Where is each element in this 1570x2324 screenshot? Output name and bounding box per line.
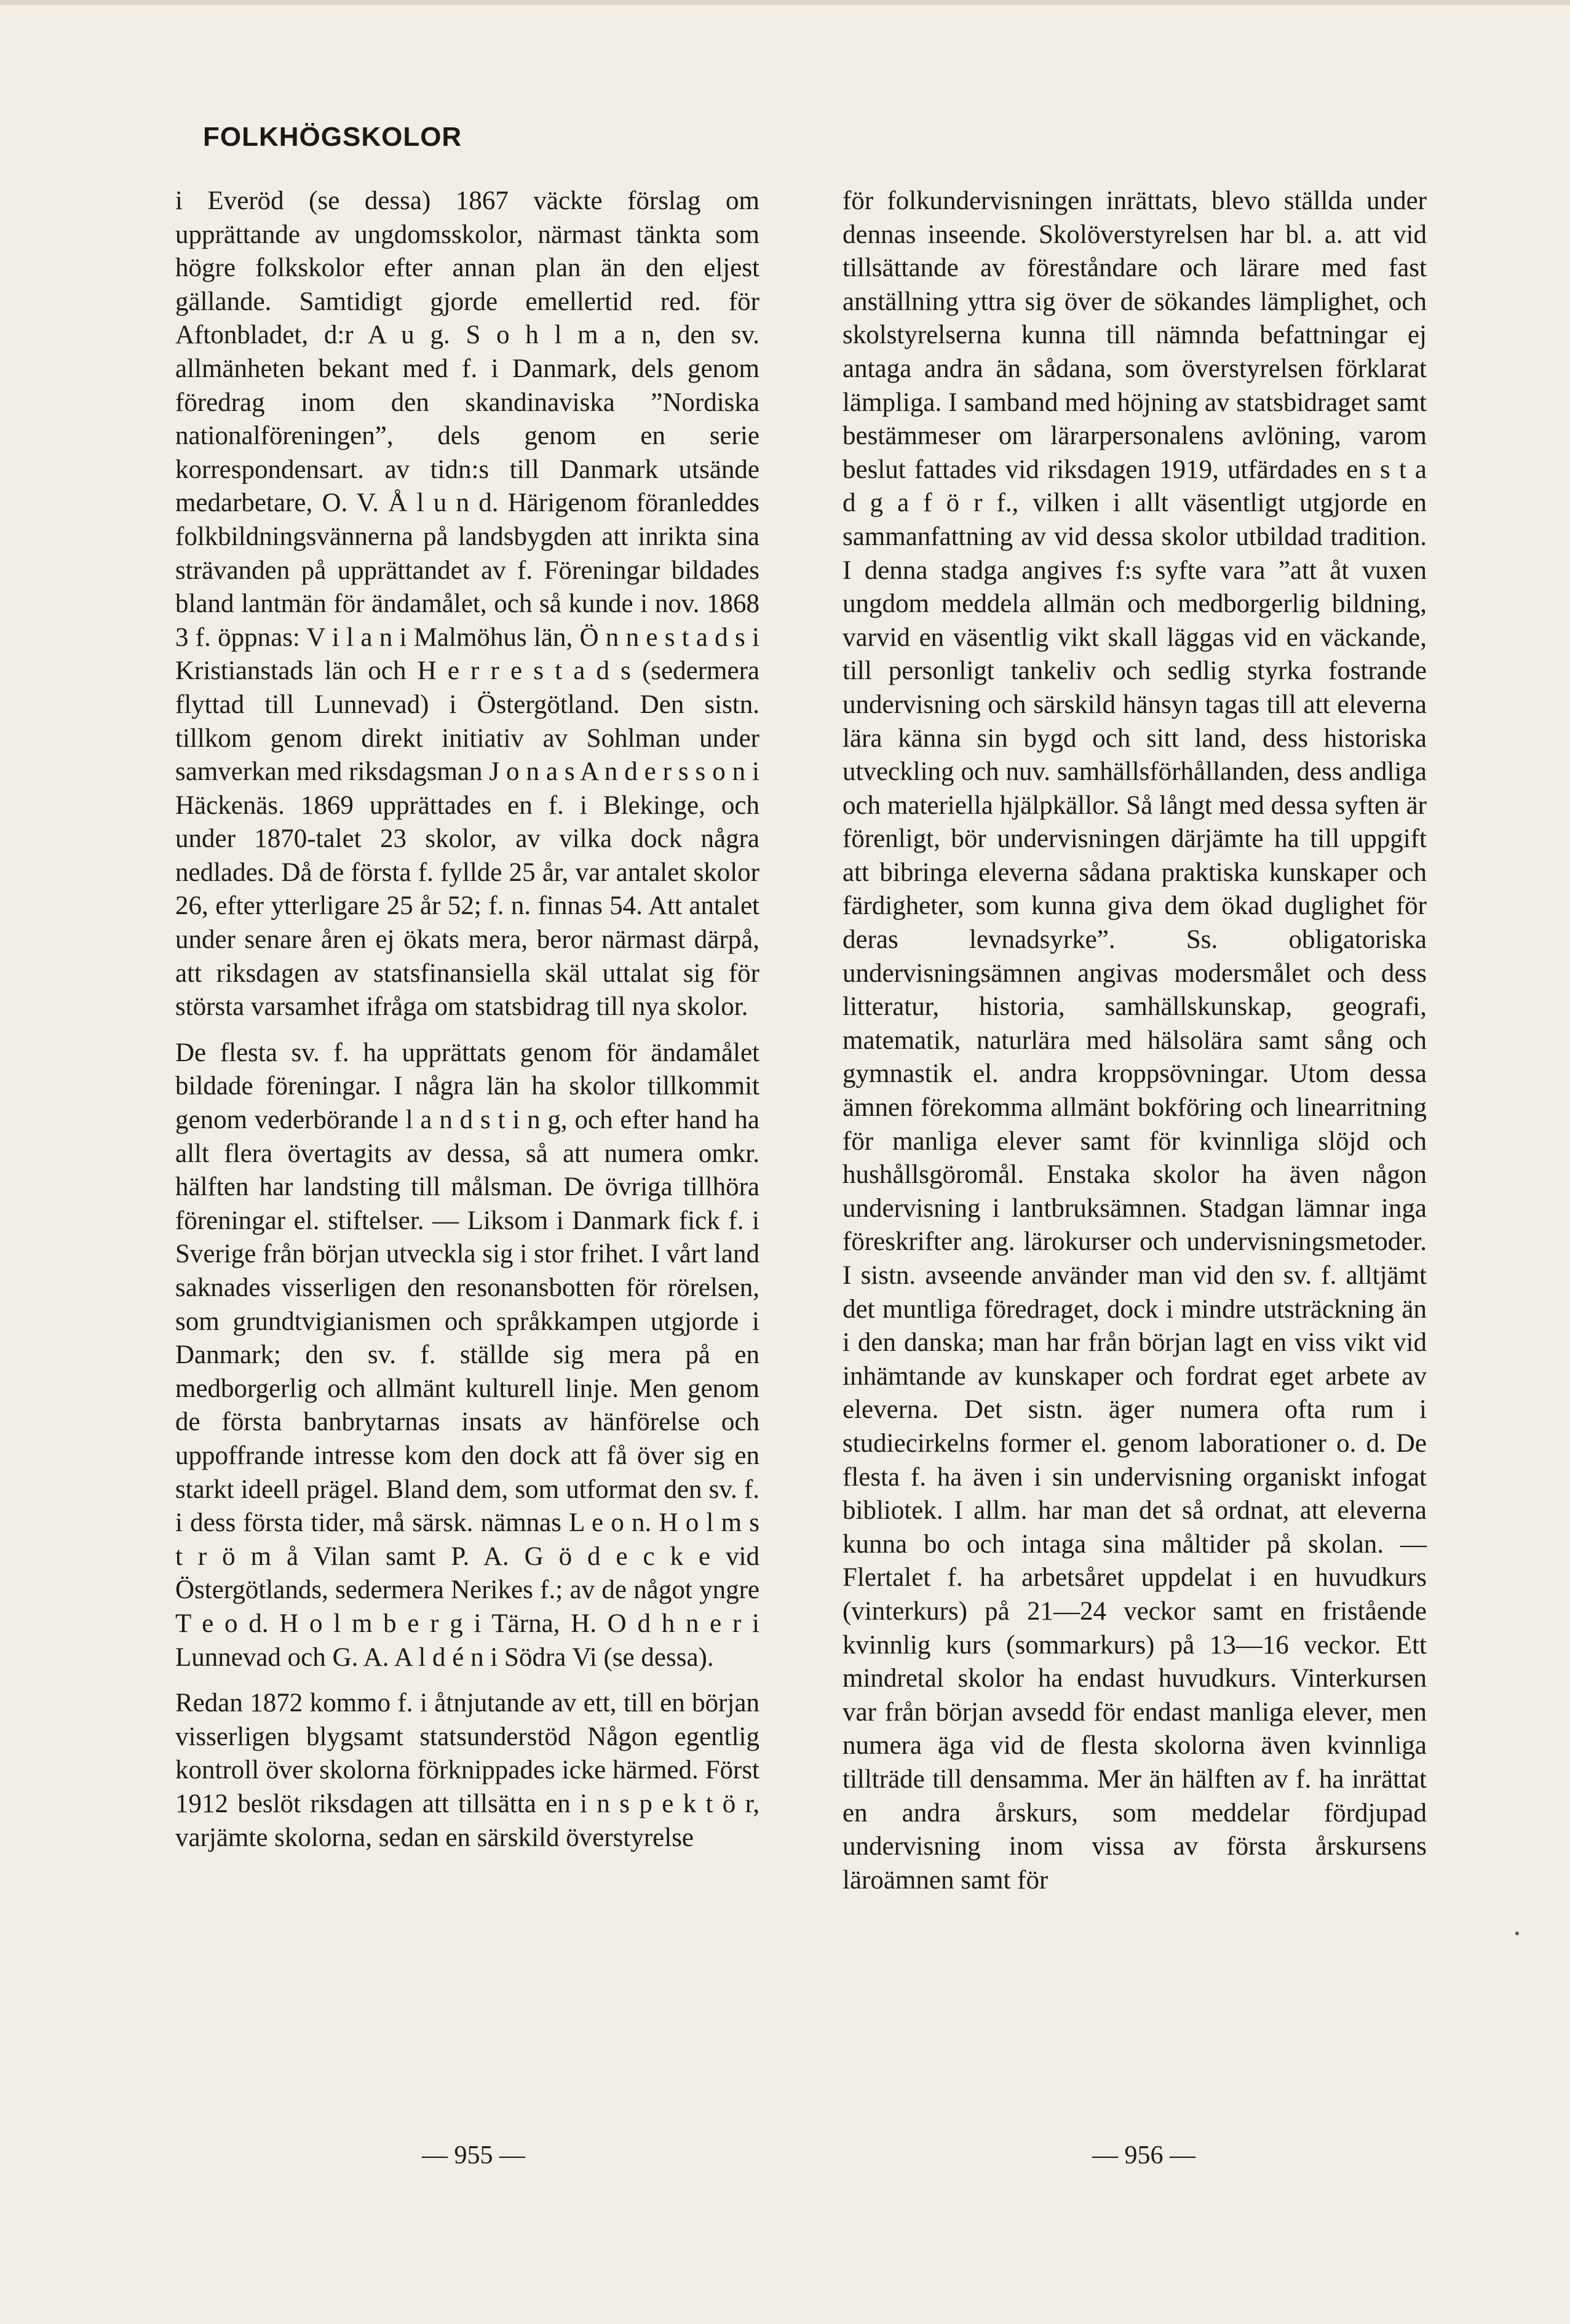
left-column xyxy=(175,185,759,1867)
page-top-edge xyxy=(0,0,1570,5)
left-paragraph-1: i Everöd (se dessa) 1867 väckte förslag om upprättande av ungdomsskolor, närmast tänkta som högre folkskolor efter annan plan än den eljest gällande. Samtidigt gjorde emellertid red. för Aftonbladet, d:r A u g. S o h l m a n, den sv. allmänheten bekant med f. i Danmark, dels genom föredrag inom den skandinaviska ”Nordiska nationalföreningen”, dels genom en serie korrespondensart. av tidn:s till Danmark utsände medarbetare, O. V. Å l u n d. Härigenom föranleddes folkbildningsvännerna på landsbygden att inrikta sina strävanden på upprättandet av f. Föreningar bildades bland lantmän för ändamålet, och så kunde i nov. 1868 3 f. öppnas: V i l a n i Malmöhus län, Ö n n e s t a d s i Kristianstads län och H e r r e s t a d s (sedermera flyttad till Lunnevad) i Östergötland. Den sistn. tillkom genom direkt initiativ av Sohlman under samverkan med riksdagsman J o n a s A n d e r s s o n i Häckenäs. 1869 upprättades en f. i Blekinge, och under 1870-talet 23 skolor, av vilka dock några nedlades. Då de första f. fyllde 25 år, var antalet skolor 26, efter ytterligare 25 år 52; f. n. finnas 54. Att antalet under senare åren ej ökats mera, beror närmast därpå, att riksdagen av statsfinansiella skäl uttalat sig för största varsamhet ifråga om statsbidrag till nya skolor. xyxy=(175,186,759,1022)
print-speck xyxy=(1515,1932,1519,1935)
running-header: FOLKHÖGSKOLOR xyxy=(203,122,462,152)
left-paragraph-2: De flesta sv. f. ha upprättats genom för ändamålet bildade föreningar. I några län ha skolor tillkommit genom vederbörande l a n d s t i n g, och efter hand ha allt flera övertagits av dessa, så att numera omkr. hälften har landsting till målsman. De övriga tillhöra föreningar el. stiftelser. — Liksom i Danmark fick f. i Sverige från början utveckla sig i stor frihet. I vårt land saknades visserligen den resonansbotten för rörelsen, som grundtvigianismen och språkkampen utgjorde i Danmark; den sv. f. ställde sig mera på en medborgerlig och allmänt kulturell linje. Men genom de första banbrytarnas insats av hänförelse och uppoffrande intresse kom den dock att få över sig en starkt ideell prägel. Bland dem, som utformat den sv. f. i dess första tider, må särsk. nämnas L e o n. H o l m s t r ö m å Vilan samt P. A. G ö d e c k e vid Östergötlands, sedermera Nerikes f.; av de något yngre T e o d. H o l m b e r g i Tärna, H. O d h n e r i Lunnevad och G. A. A l d é n i Södra Vi (se dessa). xyxy=(175,1038,759,1672)
page-number-left: — 955 — xyxy=(422,2141,525,2170)
right-paragraph-1: för folkundervisningen inrättats, blevo ställda under dennas inseende. Skolöverstyrelsen har bl. a. att vid tillsättande av föreståndare och lärare med fast anställning yttra sig över de sökandes lämplighet, och skolstyrelserna kunna till nämnda befattningar ej antaga andra än sådana, som överstyrelsen förklarat lämpliga. I samband med höjning av statsbidraget samt bestämmeser om lärarpersonalens avlöning, varom beslut fattades vid riksdagen 1919, utfärdades en s t a d g a f ö r f., vilken i allt väsentligt utgjorde en sammanfattning av vid dessa skolor utbildad tradition. I denna stadga angives f:s syfte vara ”att åt vuxen ungdom meddela allmän och medborgerlig bildning, varvid en väsentlig vikt skall läggas vid en väckande, till personligt tankeliv och sedlig styrka fostrande undervisning och särskild hänsyn tagas till att eleverna lära känna sin bygd och sitt land, dess historiska utveckling och nuv. samhällsförhållanden, dess andliga och materiella hjälpkällor. Så långt med dessa syften är förenligt, bör undervisningen därjämte ha till uppgift att bibringa eleverna sådana praktiska kunskaper och färdigheter, som kunna giva dem ökad duglighet för deras levnadsyrke”. Ss. obligatoriska undervisningsämnen angivas modersmålet och dess litteratur, historia, samhällskunskap, geografi, matematik, naturlära med hälsolära samt sång och gymnastik el. andra kroppsövningar. Utom dessa ämnen förekomma allmänt bokföring och linearritning för manliga elever samt för kvinnliga slöjd och hushållsgöromål. Enstaka skolor ha även någon undervisning i lantbruksämnen. Stadgan lämnar inga föreskrifter ang. lärokurser och undervisningsmetoder. I sistn. avseende använder man vid den sv. f. alltjämt det muntliga föredraget, dock i mindre utsträckning än i den danska; man har från början lagt en viss vikt vid inhämtande av kunskaper och fordrat eget arbete av eleverna. Det sistn. äger numera ofta rum i studiecirkelns former el. genom laborationer o. d. De flesta f. ha även i sin undervisning organiskt infogat bibliotek. I allm. har man det så ordnat, att eleverna kunna bo och intaga sina måltider på skolan. — Flertalet f. ha arbetsåret uppdelat i en huvudkurs (vinterkurs) på 21—24 veckor samt en fristående kvinnlig kurs (sommarkurs) på 13—16 veckor. Ett mindretal skolor ha endast huvudkurs. Vinterkursen var från början avsedd för endast manliga elever, men numera äga vid de flesta skolorna även kvinnliga tillträde till densamma. Mer än hälften av f. ha inrättat en andra årskurs, som meddelar fördjupad undervisning inom vissa av första årskursens läroämnen samt för xyxy=(842,186,1427,1895)
right-column xyxy=(842,185,1427,1909)
page-number-right: — 956 — xyxy=(1092,2141,1195,2170)
left-paragraph-3: Redan 1872 kommo f. i åtnjutande av ett, till en början visserligen blygsamt statsunderstöd Någon egentlig kontroll över skolorna förknippades icke härmed. Först 1912 beslöt riksdagen att tillsätta en i n s p e k t ö r, varjämte skolorna, sedan en särskild överstyrelse xyxy=(175,1689,759,1852)
